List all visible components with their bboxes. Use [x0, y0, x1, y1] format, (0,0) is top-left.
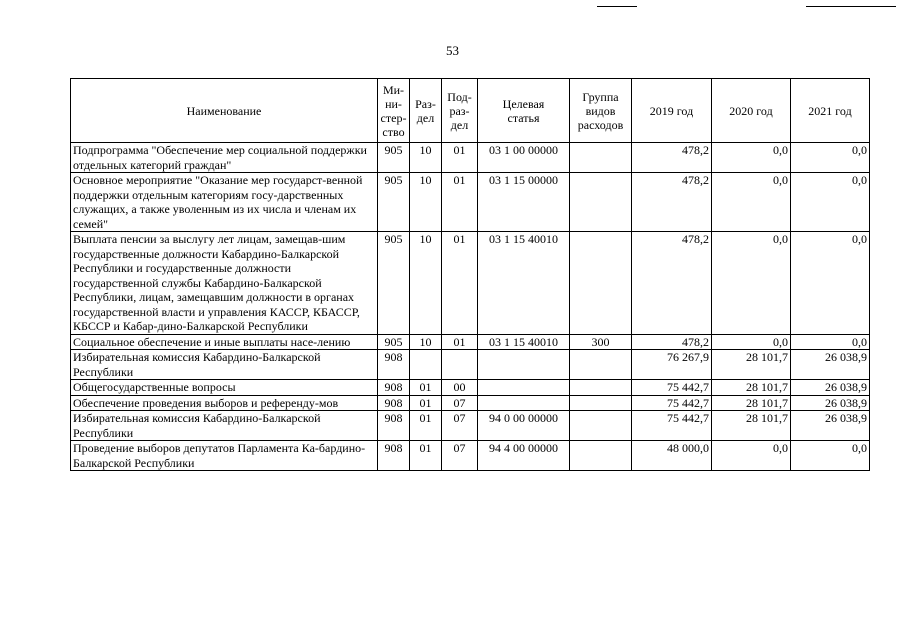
header-2019: 2019 год — [632, 79, 712, 143]
cell-2021: 0,0 — [791, 441, 870, 471]
cell-section: 01 — [410, 380, 442, 396]
cell-subsection: 00 — [442, 380, 478, 396]
cell-name: Избирательная комиссия Кабардино-Балкарской Республики — [71, 411, 378, 441]
cell-subsection: 07 — [442, 411, 478, 441]
table-row — [71, 380, 870, 396]
cell-subsection — [442, 350, 478, 380]
header-group: Группа видов расходов — [570, 79, 632, 143]
cell-ministry: 908 — [378, 411, 410, 441]
cell-name: Выплата пенсии за выслугу лет лицам, замещав-шим государственные должности Кабардино-Балкарской Республики и государственные должности государственной службы Кабардино-Балкарской Республики, лицам, замещавшим должности в органах государственной власти и управления КАССР, КБАССР, КБССР и Кабар-дино-Балкарской Республики — [71, 232, 378, 335]
header-name: Наименование — [71, 79, 378, 143]
cell-ministry: 908 — [378, 441, 410, 471]
cell-2020: 28 101,7 — [712, 350, 791, 380]
cell-section: 01 — [410, 441, 442, 471]
cell-2019: 75 442,7 — [632, 395, 712, 411]
cell-2021: 26 038,9 — [791, 395, 870, 411]
cell-ministry: 905 — [378, 334, 410, 350]
cell-subsection: 07 — [442, 395, 478, 411]
cell-group: 300 — [570, 334, 632, 350]
cell-section: 01 — [410, 395, 442, 411]
table-row — [71, 232, 870, 335]
cell-2021: 26 038,9 — [791, 380, 870, 396]
top-rule-left — [597, 6, 637, 7]
cell-subsection: 01 — [442, 173, 478, 232]
cell-name: Социальное обеспечение и иные выплаты насе-лению — [71, 334, 378, 350]
cell-target: 03 1 15 00000 — [478, 173, 570, 232]
cell-section — [410, 350, 442, 380]
cell-target: 03 1 15 40010 — [478, 232, 570, 335]
table-row — [71, 334, 870, 350]
header-2021: 2021 год — [791, 79, 870, 143]
cell-ministry: 908 — [378, 350, 410, 380]
cell-target — [478, 395, 570, 411]
cell-2021: 0,0 — [791, 173, 870, 232]
cell-2019: 75 442,7 — [632, 380, 712, 396]
cell-subsection: 01 — [442, 334, 478, 350]
cell-section: 01 — [410, 411, 442, 441]
cell-2021: 0,0 — [791, 334, 870, 350]
cell-name: Общегосударственные вопросы — [71, 380, 378, 396]
table-row — [71, 350, 870, 380]
cell-group — [570, 350, 632, 380]
cell-name: Избирательная комиссия Кабардино-Балкарской Республики — [71, 350, 378, 380]
table-row — [71, 441, 870, 471]
cell-2019: 478,2 — [632, 173, 712, 232]
cell-group — [570, 395, 632, 411]
cell-target: 03 1 00 00000 — [478, 143, 570, 173]
cell-name: Основное мероприятие "Оказание мер государст-венной поддержки отдельным категориям госу-дарственных служащих, а также уволенным из их числа и членам их семей" — [71, 173, 378, 232]
cell-subsection: 01 — [442, 143, 478, 173]
cell-2019: 478,2 — [632, 143, 712, 173]
cell-section: 10 — [410, 334, 442, 350]
cell-name: Проведение выборов депутатов Парламента Ка-бардино-Балкарской Республики — [71, 441, 378, 471]
cell-2020: 0,0 — [712, 232, 791, 335]
cell-subsection: 07 — [442, 441, 478, 471]
cell-2019: 75 442,7 — [632, 411, 712, 441]
cell-2019: 478,2 — [632, 334, 712, 350]
cell-subsection: 01 — [442, 232, 478, 335]
cell-group — [570, 143, 632, 173]
cell-2021: 0,0 — [791, 232, 870, 335]
table-row — [71, 395, 870, 411]
cell-name: Обеспечение проведения выборов и референду-мов — [71, 395, 378, 411]
top-rule-right — [806, 6, 896, 7]
cell-target: 94 0 00 00000 — [478, 411, 570, 441]
cell-target — [478, 380, 570, 396]
cell-target — [478, 350, 570, 380]
cell-ministry: 905 — [378, 173, 410, 232]
cell-section: 10 — [410, 143, 442, 173]
cell-2020: 28 101,7 — [712, 411, 791, 441]
cell-2021: 0,0 — [791, 143, 870, 173]
cell-ministry: 905 — [378, 232, 410, 335]
cell-target: 03 1 15 40010 — [478, 334, 570, 350]
header-ministry: Ми- ни- стер- ство — [378, 79, 410, 143]
table-row — [71, 143, 870, 173]
cell-2020: 0,0 — [712, 441, 791, 471]
cell-group — [570, 173, 632, 232]
cell-target: 94 4 00 00000 — [478, 441, 570, 471]
cell-2020: 0,0 — [712, 334, 791, 350]
cell-2021: 26 038,9 — [791, 350, 870, 380]
cell-section: 10 — [410, 232, 442, 335]
budget-table — [70, 78, 870, 471]
table-row — [71, 173, 870, 232]
cell-ministry: 908 — [378, 395, 410, 411]
header-2020: 2020 год — [712, 79, 791, 143]
table-row — [71, 411, 870, 441]
header-target: Целевая статья — [478, 79, 570, 143]
cell-2019: 76 267,9 — [632, 350, 712, 380]
cell-2019: 478,2 — [632, 232, 712, 335]
cell-2020: 0,0 — [712, 173, 791, 232]
cell-2020: 28 101,7 — [712, 395, 791, 411]
cell-ministry: 908 — [378, 380, 410, 396]
header-section: Раз- дел — [410, 79, 442, 143]
cell-section: 10 — [410, 173, 442, 232]
header-row — [71, 79, 870, 143]
cell-2021: 26 038,9 — [791, 411, 870, 441]
cell-name: Подпрограмма "Обеспечение мер социальной поддержки отдельных категорий граждан" — [71, 143, 378, 173]
header-subsection: Под- раз- дел — [442, 79, 478, 143]
cell-group — [570, 380, 632, 396]
cell-ministry: 905 — [378, 143, 410, 173]
cell-group — [570, 232, 632, 335]
cell-group — [570, 441, 632, 471]
cell-group — [570, 411, 632, 441]
cell-2020: 28 101,7 — [712, 380, 791, 396]
cell-2019: 48 000,0 — [632, 441, 712, 471]
page-number: 53 — [446, 43, 459, 58]
cell-2020: 0,0 — [712, 143, 791, 173]
